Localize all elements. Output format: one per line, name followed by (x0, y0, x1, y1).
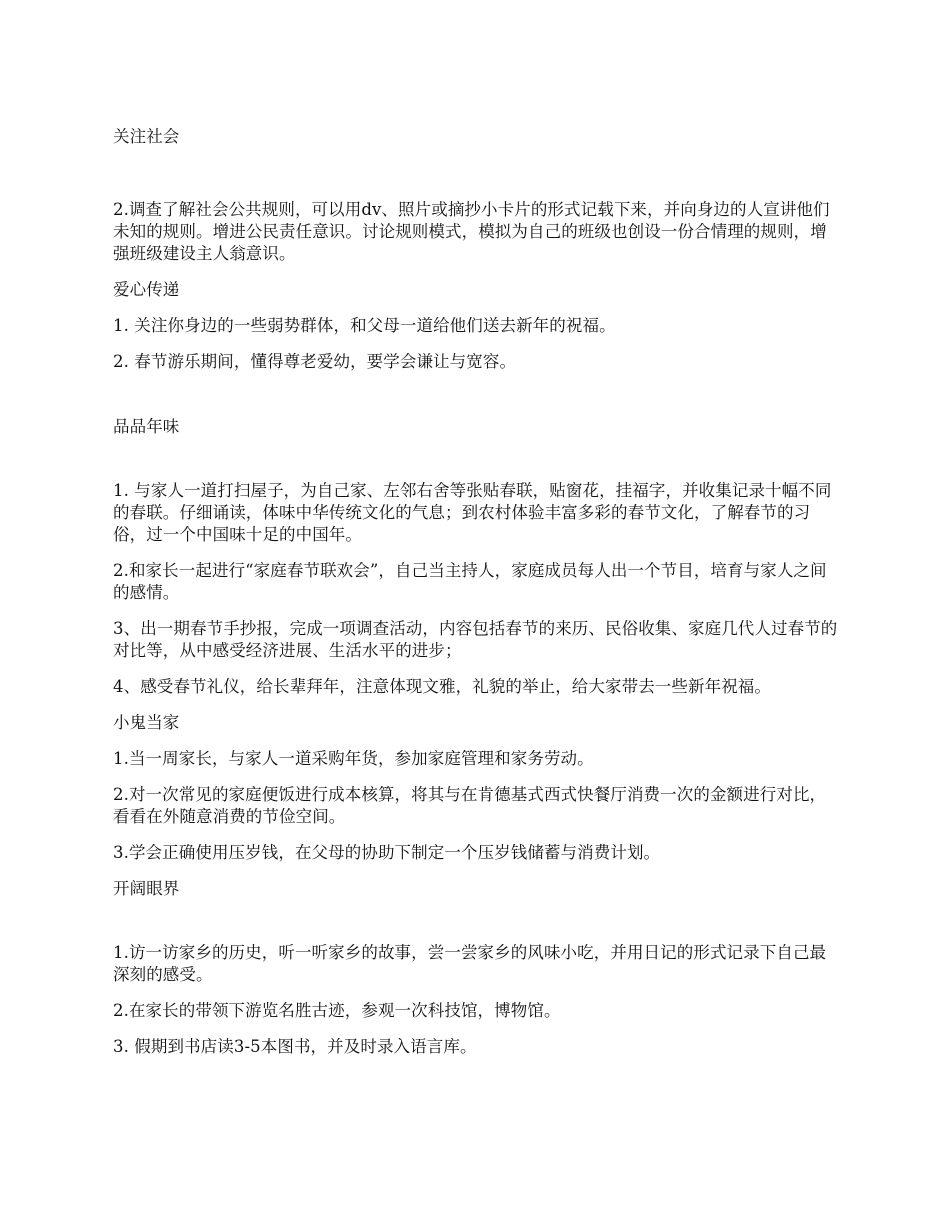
section-title-housekeeper: 小鬼当家 (113, 713, 180, 732)
section-title-love: 爱心传递 (113, 280, 180, 299)
paragraph: 2.和家长一起进行“家庭春节联欢会”，自己当主持人，家庭成员每人出一个节目，培育与家人之间的感情。 (113, 561, 827, 602)
paragraph: 2.调查了解社会公共规则，可以用dv、照片或摘抄小卡片的形式记载下来，并向身边的人宣讲他们未知的规则。增进公民责任意识。讨论规则模式，模拟为自己的班级也创设一份合情理的规则，增强班级建设主人翁意识。 (113, 200, 830, 263)
document-body (113, 126, 841, 1058)
paragraph: 2. 春节游乐期间，懂得尊老爱幼，要学会谦让与宽容。 (113, 352, 517, 371)
paragraph: 1.当一周家长，与家人一道采购年货，参加家庭管理和家务劳动。 (113, 749, 594, 768)
section-title-horizon: 开阔眼界 (113, 879, 180, 898)
paragraph: 2.在家长的带领下游览名胜古迹，参观一次科技馆，博物馆。 (113, 1001, 561, 1020)
paragraph: 1.访一访家乡的历史，听一听家乡的故事，尝一尝家乡的风味小吃，并用日记的形式记录下自己最深刻的感受。 (113, 943, 827, 984)
section-title-society: 关注社会 (113, 127, 180, 146)
paragraph: 3.学会正确使用压岁钱，在父母的协助下制定一个压岁钱储蓄与消费计划。 (113, 843, 661, 862)
paragraph: 1. 与家人一道打扫屋子，为自己家、左邻右舍等张贴春联，贴窗花，挂福字，并收集记录十幅不同的春联。仔细诵读，体味中华传统文化的气息；到农村体验丰富多彩的春节文化，了解春节的习俗，过一个中国味十足的中国年。 (113, 481, 832, 544)
section-title-new-year: 品品年味 (113, 417, 180, 436)
paragraph: 2.对一次常见的家庭便饭进行成本核算，将其与在肯德基式西式快餐厅消费一次的金额进行对比，看看在外随意消费的节俭空间。 (113, 785, 827, 826)
paragraph: 4、感受春节礼仪，给长辈拜年，注意体现文雅，礼貌的举止，给大家带去一些新年祝福。 (113, 677, 771, 696)
paragraph: 3、出一期春节手抄报，完成一项调查活动，内容包括春节的来历、民俗收集、家庭几代人过春节的对比等，从中感受经济进展、生活水平的进步； (113, 619, 838, 660)
paragraph: 3. 假期到书店读3-5本图书，并及时录入语言库。 (113, 1037, 477, 1056)
paragraph: 1. 关注你身边的一些弱势群体，和父母一道给他们送去新年的祝福。 (113, 316, 616, 335)
